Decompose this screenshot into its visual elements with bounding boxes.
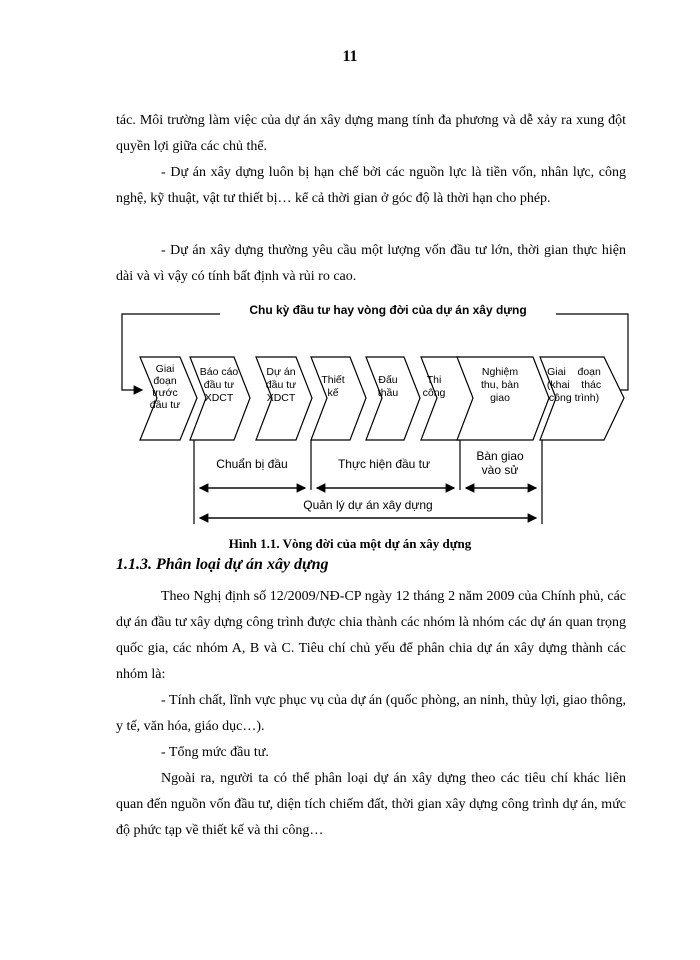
- phase-label-handover: vào sử: [481, 463, 519, 477]
- paragraph-resource-limits: - Dự án xây dựng luôn bị hạn chế bởi các nguồn lực là tiền vốn, nhân lực, công nghệ, kỹ thuật, vật tư thiết bị… kể cả thời gian ở góc độ là thời hạn cho phép.: [116, 165, 626, 206]
- stage-label-line: kế: [327, 387, 339, 399]
- phase-label-prepare: Chuẩn bị đầu: [216, 457, 288, 471]
- stage-label-line: XDCT: [204, 392, 234, 404]
- section-heading: 1.1.3. Phân loại dự án xây dựng: [116, 556, 329, 573]
- paragraph-capital-requirements: - Dự án xây dựng thường yêu cầu một lượng vốn đầu tư lớn, thời gian thực hiện dài và vì vậy có tính bất định và rủi ro cao.: [116, 243, 626, 284]
- figure-caption: Hình 1.1. Vòng đời của một dự án xây dựng: [228, 536, 472, 551]
- stage-label-line: đầu tư: [265, 379, 297, 391]
- stage-label-line: đoạn: [153, 375, 177, 387]
- stage-label-line: Báo cáo: [199, 366, 239, 378]
- stage-label-line: trước: [152, 387, 178, 399]
- stage-label-line: công trình): [548, 392, 600, 404]
- stage-label-line: Thiết: [321, 374, 345, 386]
- paragraph-decree-classification: Theo Nghị định số 12/2009/NĐ-CP ngày 12 tháng 2 năm 2009 của Chính phủ, các dự án đầu tư xây dựng công trình được chia thành các nhóm là nhóm các dự án quan trọng quốc gia, các nhóm A, B và C. Tiêu chí chủ yếu để phân chia dự án xây dựng thành các nhóm là:: [116, 589, 626, 682]
- stage-label-line: Giai đoạn: [547, 366, 601, 378]
- stage-label-line: công: [422, 387, 446, 399]
- stage-label-line: thầu: [377, 387, 399, 399]
- stage-label-line: (khai thác: [546, 379, 602, 391]
- stage-label-line: Dự án: [266, 366, 296, 378]
- stage-label-line: Giai: [155, 363, 175, 375]
- paragraph-criteria-nature: - Tính chất, lĩnh vực phục vụ của dự án (quốc phòng, an ninh, thủy lợi, giao thông, y tế, văn hóa, giáo dục…).: [116, 693, 626, 734]
- paragraph-criteria-total-investment: - Tổng mức đầu tư.: [161, 745, 269, 760]
- stage-label-line: Đấu: [378, 374, 398, 386]
- stage-label-line: thu, bàn: [481, 379, 519, 391]
- stage-label-line: đầu tư: [203, 379, 235, 391]
- management-label: Quản lý dự án xây dựng: [303, 498, 433, 512]
- diagram-title: Chu kỳ đầu tư hay vòng đời của dự án xây dựng: [249, 303, 527, 317]
- paragraph-other-classification: Ngoài ra, người ta có thể phân loại dự án xây dựng theo các tiêu chí khác liên quan đến nguồn vốn đầu tư, diện tích chiếm đất, thời gian xây dựng công trình dự án, mức độ phức tạp về thiết kế và thi công…: [116, 771, 626, 838]
- stage-label-line: Nghiệm: [481, 366, 519, 378]
- phase-label-handover: Bàn giao: [476, 449, 524, 463]
- page-number: 11: [342, 48, 358, 65]
- phase-label-execute: Thực hiện đầu tư: [337, 457, 431, 471]
- stage-label-line: XDCT: [266, 392, 296, 404]
- stage-label-line: giao: [490, 392, 510, 404]
- paragraph-work-environment: tác. Môi trường làm việc của dự án xây dựng mang tính đa phương và dễ xảy ra xung đột quyền lợi giữa các chủ thể.: [116, 113, 626, 154]
- stage-label-line: Thi: [426, 374, 442, 386]
- stage-label-line: đầu tư: [149, 399, 181, 411]
